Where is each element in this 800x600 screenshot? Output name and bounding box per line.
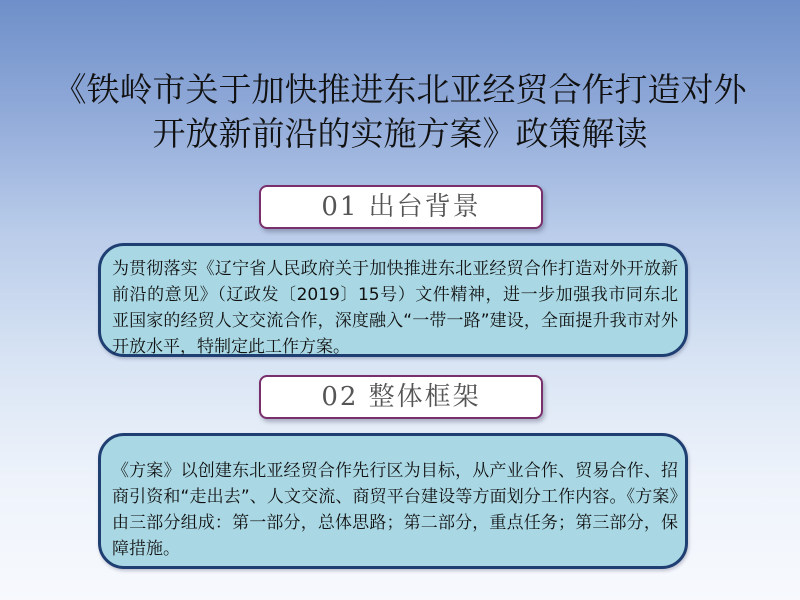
section-header-background: 01 出台背景 [259, 185, 543, 229]
section-header-framework: 02 整体框架 [259, 375, 543, 419]
section-content-background: 为贯彻落实《辽宁省人民政府关于加快推进东北亚经贸合作打造对外开放新前沿的意见》（辽政发〔2019〕15号）文件精神，进一步加强我市同东北亚国家的经贸人文交流合作，深度融入“一带一路”建设，全面提升我市对外开放水平，特制定此工作方案。 [98, 243, 688, 357]
section-content-framework: 《方案》以创建东北亚经贸合作先行区为目标，从产业合作、贸易合作、招商引资和“走出去”、人文交流、商贸平台建设等方面划分工作内容。《方案》由三部分组成：第一部分，总体思路；第二部分，重点任务；第三部分，保障措施。 [98, 433, 688, 569]
slide-title: 《铁岭市关于加快推进东北亚经贸合作打造对外开放新前沿的实施方案》政策解读 [53, 70, 747, 153]
